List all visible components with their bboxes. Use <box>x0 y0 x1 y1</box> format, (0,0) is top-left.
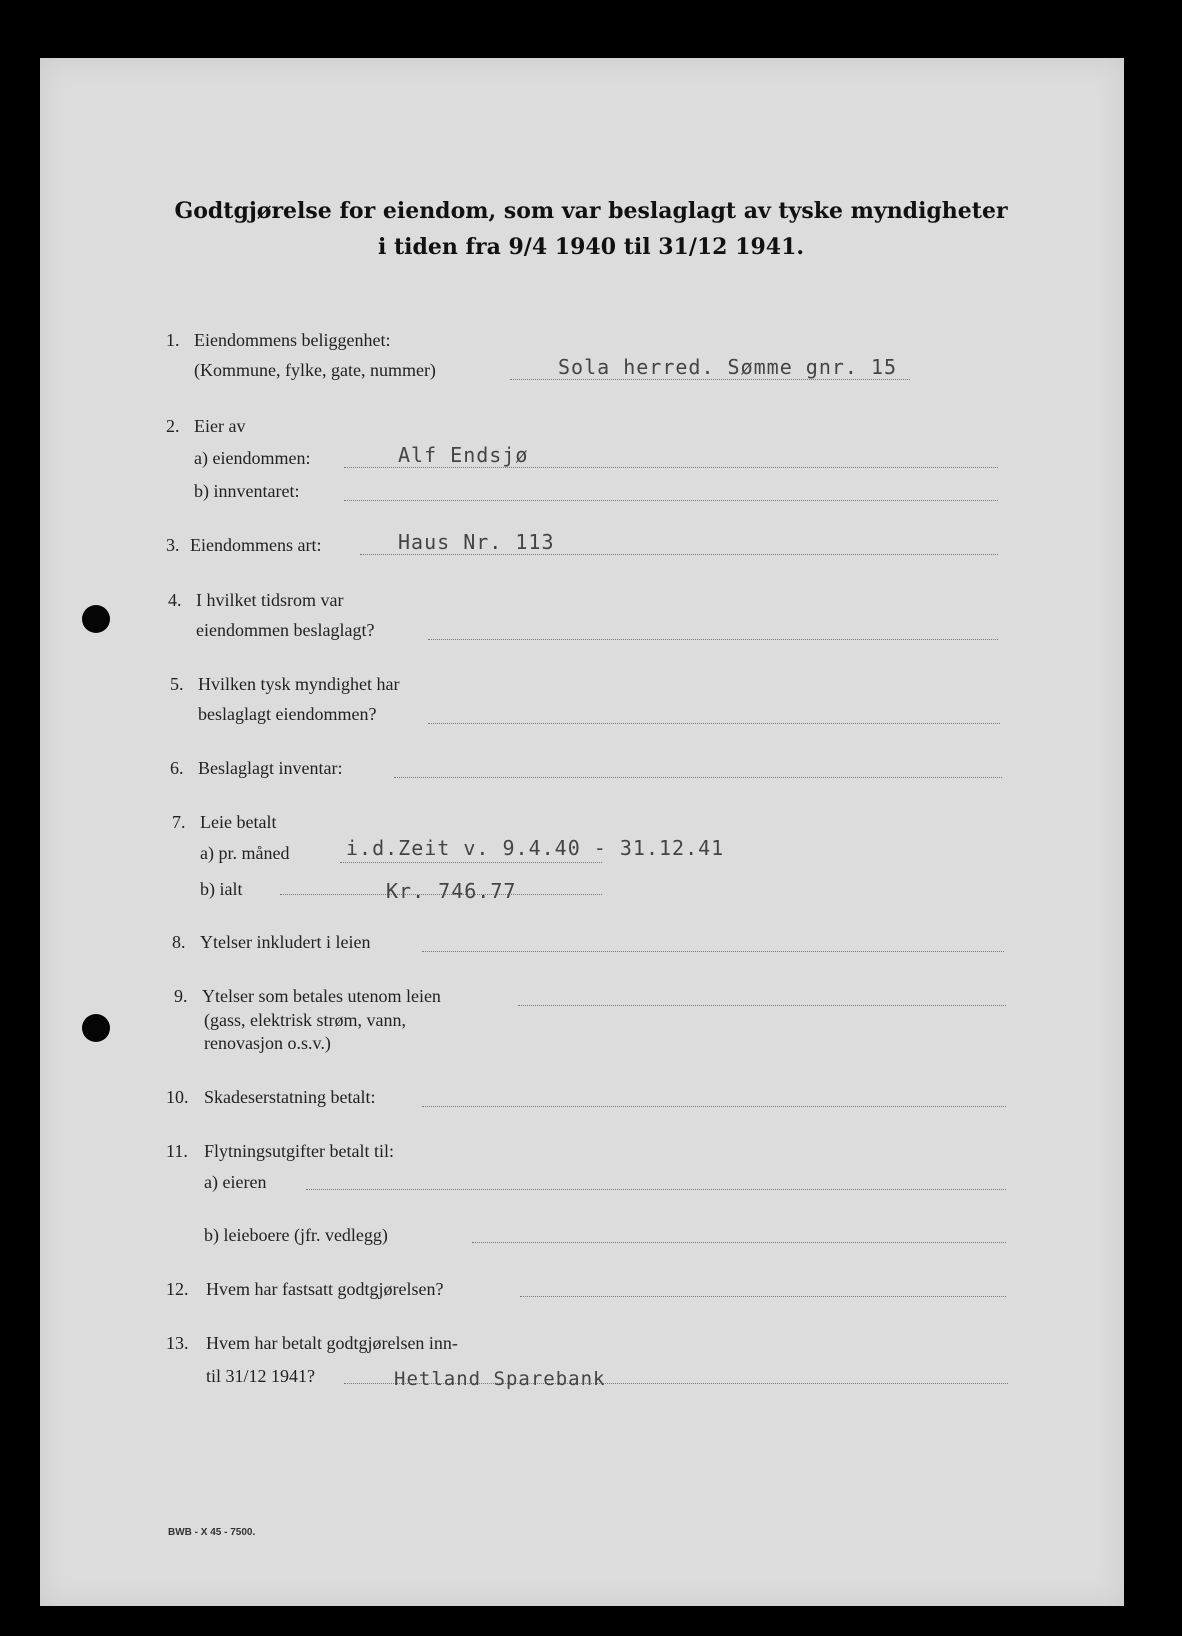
item-11b-label: b) leieboere (jfr. vedlegg) <box>204 1225 388 1245</box>
item-5-sublabel: beslaglagt eiendommen? <box>198 704 377 724</box>
item-11a-label: a) eieren <box>204 1172 267 1192</box>
item-1-number: 1. <box>166 330 180 350</box>
item-8-number: 8. <box>172 932 186 952</box>
item-10-dotted-line <box>422 1106 1006 1107</box>
item-13-number: 13. <box>166 1333 189 1353</box>
item-6-label: Beslaglagt inventar: <box>198 758 343 778</box>
item-8-dotted-line <box>422 951 1004 952</box>
item-7b-answer: Kr. 746.77 <box>386 879 517 903</box>
item-3-dotted-line <box>360 554 998 555</box>
item-9-sublabel-1: (gass, elektrisk strøm, vann, <box>204 1010 406 1030</box>
item-7a-dotted-line <box>340 862 602 863</box>
item-3-answer: Haus Nr. 113 <box>398 530 555 554</box>
item-10-number: 10. <box>166 1087 189 1107</box>
item-2-label: Eier av <box>194 416 246 436</box>
item-2b-label: b) innventaret: <box>194 481 300 501</box>
item-9-label: Ytelser som betales utenom leien <box>202 986 441 1006</box>
item-2a-label: a) eiendommen: <box>194 448 311 468</box>
item-2-number: 2. <box>166 416 180 436</box>
item-12-dotted-line <box>520 1296 1006 1297</box>
item-6-dotted-line <box>394 777 1002 778</box>
item-3-number: 3. <box>166 535 180 555</box>
item-2a-answer: Alf Endsjø <box>398 443 529 467</box>
item-4-dotted-line <box>428 639 998 640</box>
item-5-dotted-line <box>428 723 1000 724</box>
form-title-line2: i tiden fra 9/4 1940 til 31/12 1941. <box>377 234 805 260</box>
punch-hole-top <box>82 605 110 633</box>
item-1-dotted-line <box>510 379 910 380</box>
item-1-label: Eiendommens beliggenhet: <box>194 330 391 350</box>
item-1-answer: Sola herred. Sømme gnr. 15 <box>558 355 898 379</box>
item-5-number: 5. <box>170 674 184 694</box>
item-9-sublabel-2: renovasjon o.s.v.) <box>204 1033 331 1053</box>
item-7b-label: b) ialt <box>200 879 243 899</box>
item-10-label: Skadeserstatning betalt: <box>204 1087 376 1107</box>
item-8-label: Ytelser inkludert i leien <box>200 932 371 952</box>
item-7-number: 7. <box>172 812 186 832</box>
item-11b-dotted-line <box>472 1242 1006 1243</box>
item-2b-dotted-line <box>344 500 998 501</box>
item-7-label: Leie betalt <box>200 812 277 832</box>
print-code-footer: BWB - X 45 - 7500. <box>168 1527 256 1538</box>
item-6-number: 6. <box>170 758 184 778</box>
item-7a-answer: i.d.Zeit v. 9.4.40 - 31.12.41 <box>346 836 725 860</box>
item-13-sublabel: til 31/12 1941? <box>206 1366 315 1386</box>
item-4-label: I hvilket tidsrom var <box>196 590 344 610</box>
item-1-sublabel: (Kommune, fylke, gate, nummer) <box>194 360 436 380</box>
item-11a-dotted-line <box>306 1189 1006 1190</box>
item-9-dotted-line <box>518 1005 1006 1006</box>
item-13-label: Hvem har betalt godtgjørelsen inn- <box>206 1333 458 1353</box>
item-11-number: 11. <box>166 1141 188 1161</box>
punch-hole-bottom <box>82 1014 110 1042</box>
item-12-number: 12. <box>166 1279 189 1299</box>
item-11-label: Flytningsutgifter betalt til: <box>204 1141 394 1161</box>
item-4-number: 4. <box>168 590 182 610</box>
item-7a-label: a) pr. måned <box>200 843 290 863</box>
item-5-label: Hvilken tysk myndighet har <box>198 674 400 694</box>
item-13-answer: Hetland Sparebank <box>394 1368 606 1390</box>
item-4-sublabel: eiendommen beslaglagt? <box>196 620 375 640</box>
item-2a-dotted-line <box>344 467 998 468</box>
item-3-label: Eiendommens art: <box>190 535 322 555</box>
item-9-number: 9. <box>174 986 188 1006</box>
item-12-label: Hvem har fastsatt godtgjørelsen? <box>206 1279 444 1299</box>
form-title-line1: Godtgjørelse for eiendom, som var beslaglagt av tyske myndigheter <box>174 198 1008 224</box>
